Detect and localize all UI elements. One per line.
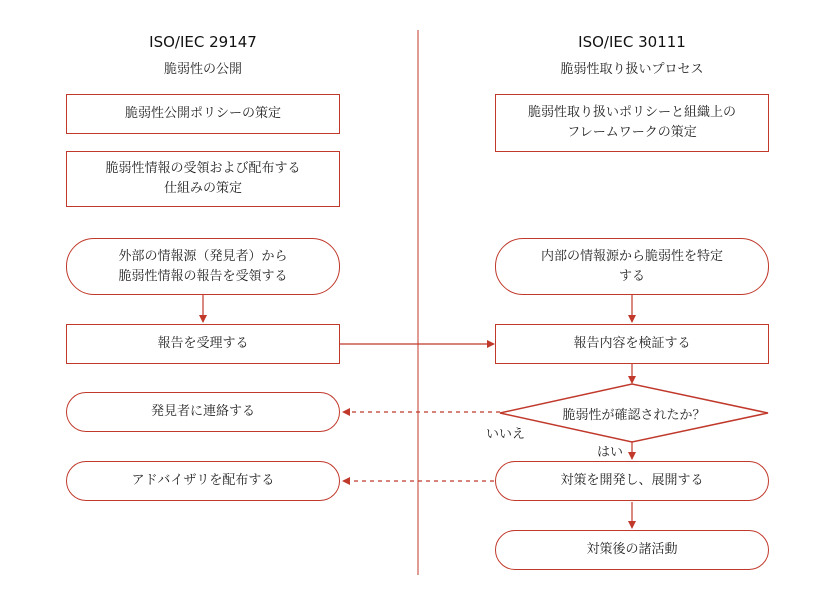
left-column-title: ISO/IEC 29147	[149, 33, 257, 51]
node-handling-policy: 脆弱性取り扱いポリシーと組織上の フレームワークの策定	[495, 94, 769, 152]
right-column-subtitle: 脆弱性取り扱いプロセス	[560, 62, 704, 77]
node-post-remediation: 対策後の諸活動	[495, 530, 769, 570]
node-accept-report: 報告を受理する	[66, 324, 340, 364]
left-column-subtitle: 脆弱性の公開	[163, 62, 242, 77]
node-distribute-advisory: アドバイザリを配布する	[66, 461, 340, 501]
node-verify-report: 報告内容を検証する	[495, 324, 769, 364]
node-contact-finder: 発見者に連絡する	[66, 392, 340, 432]
node-receive-distribute-mechanism: 脆弱性情報の受領および配布する 仕組みの策定	[66, 151, 340, 207]
node-disclosure-policy: 脆弱性公開ポリシーの策定	[66, 94, 340, 134]
node-develop-deploy: 対策を開発し、展開する	[495, 461, 769, 501]
edge-label-no: いいえ	[486, 427, 526, 442]
edge-label-yes: はい	[597, 445, 624, 460]
node-identify-internal: 内部の情報源から脆弱性を特定 する	[495, 238, 769, 295]
node-receive-external-report: 外部の情報源（発見者）から 脆弱性情報の報告を受領する	[66, 238, 340, 295]
right-column-title: ISO/IEC 30111	[578, 33, 686, 51]
node-vulnerability-confirmed: 脆弱性が確認されたか？	[562, 407, 706, 423]
